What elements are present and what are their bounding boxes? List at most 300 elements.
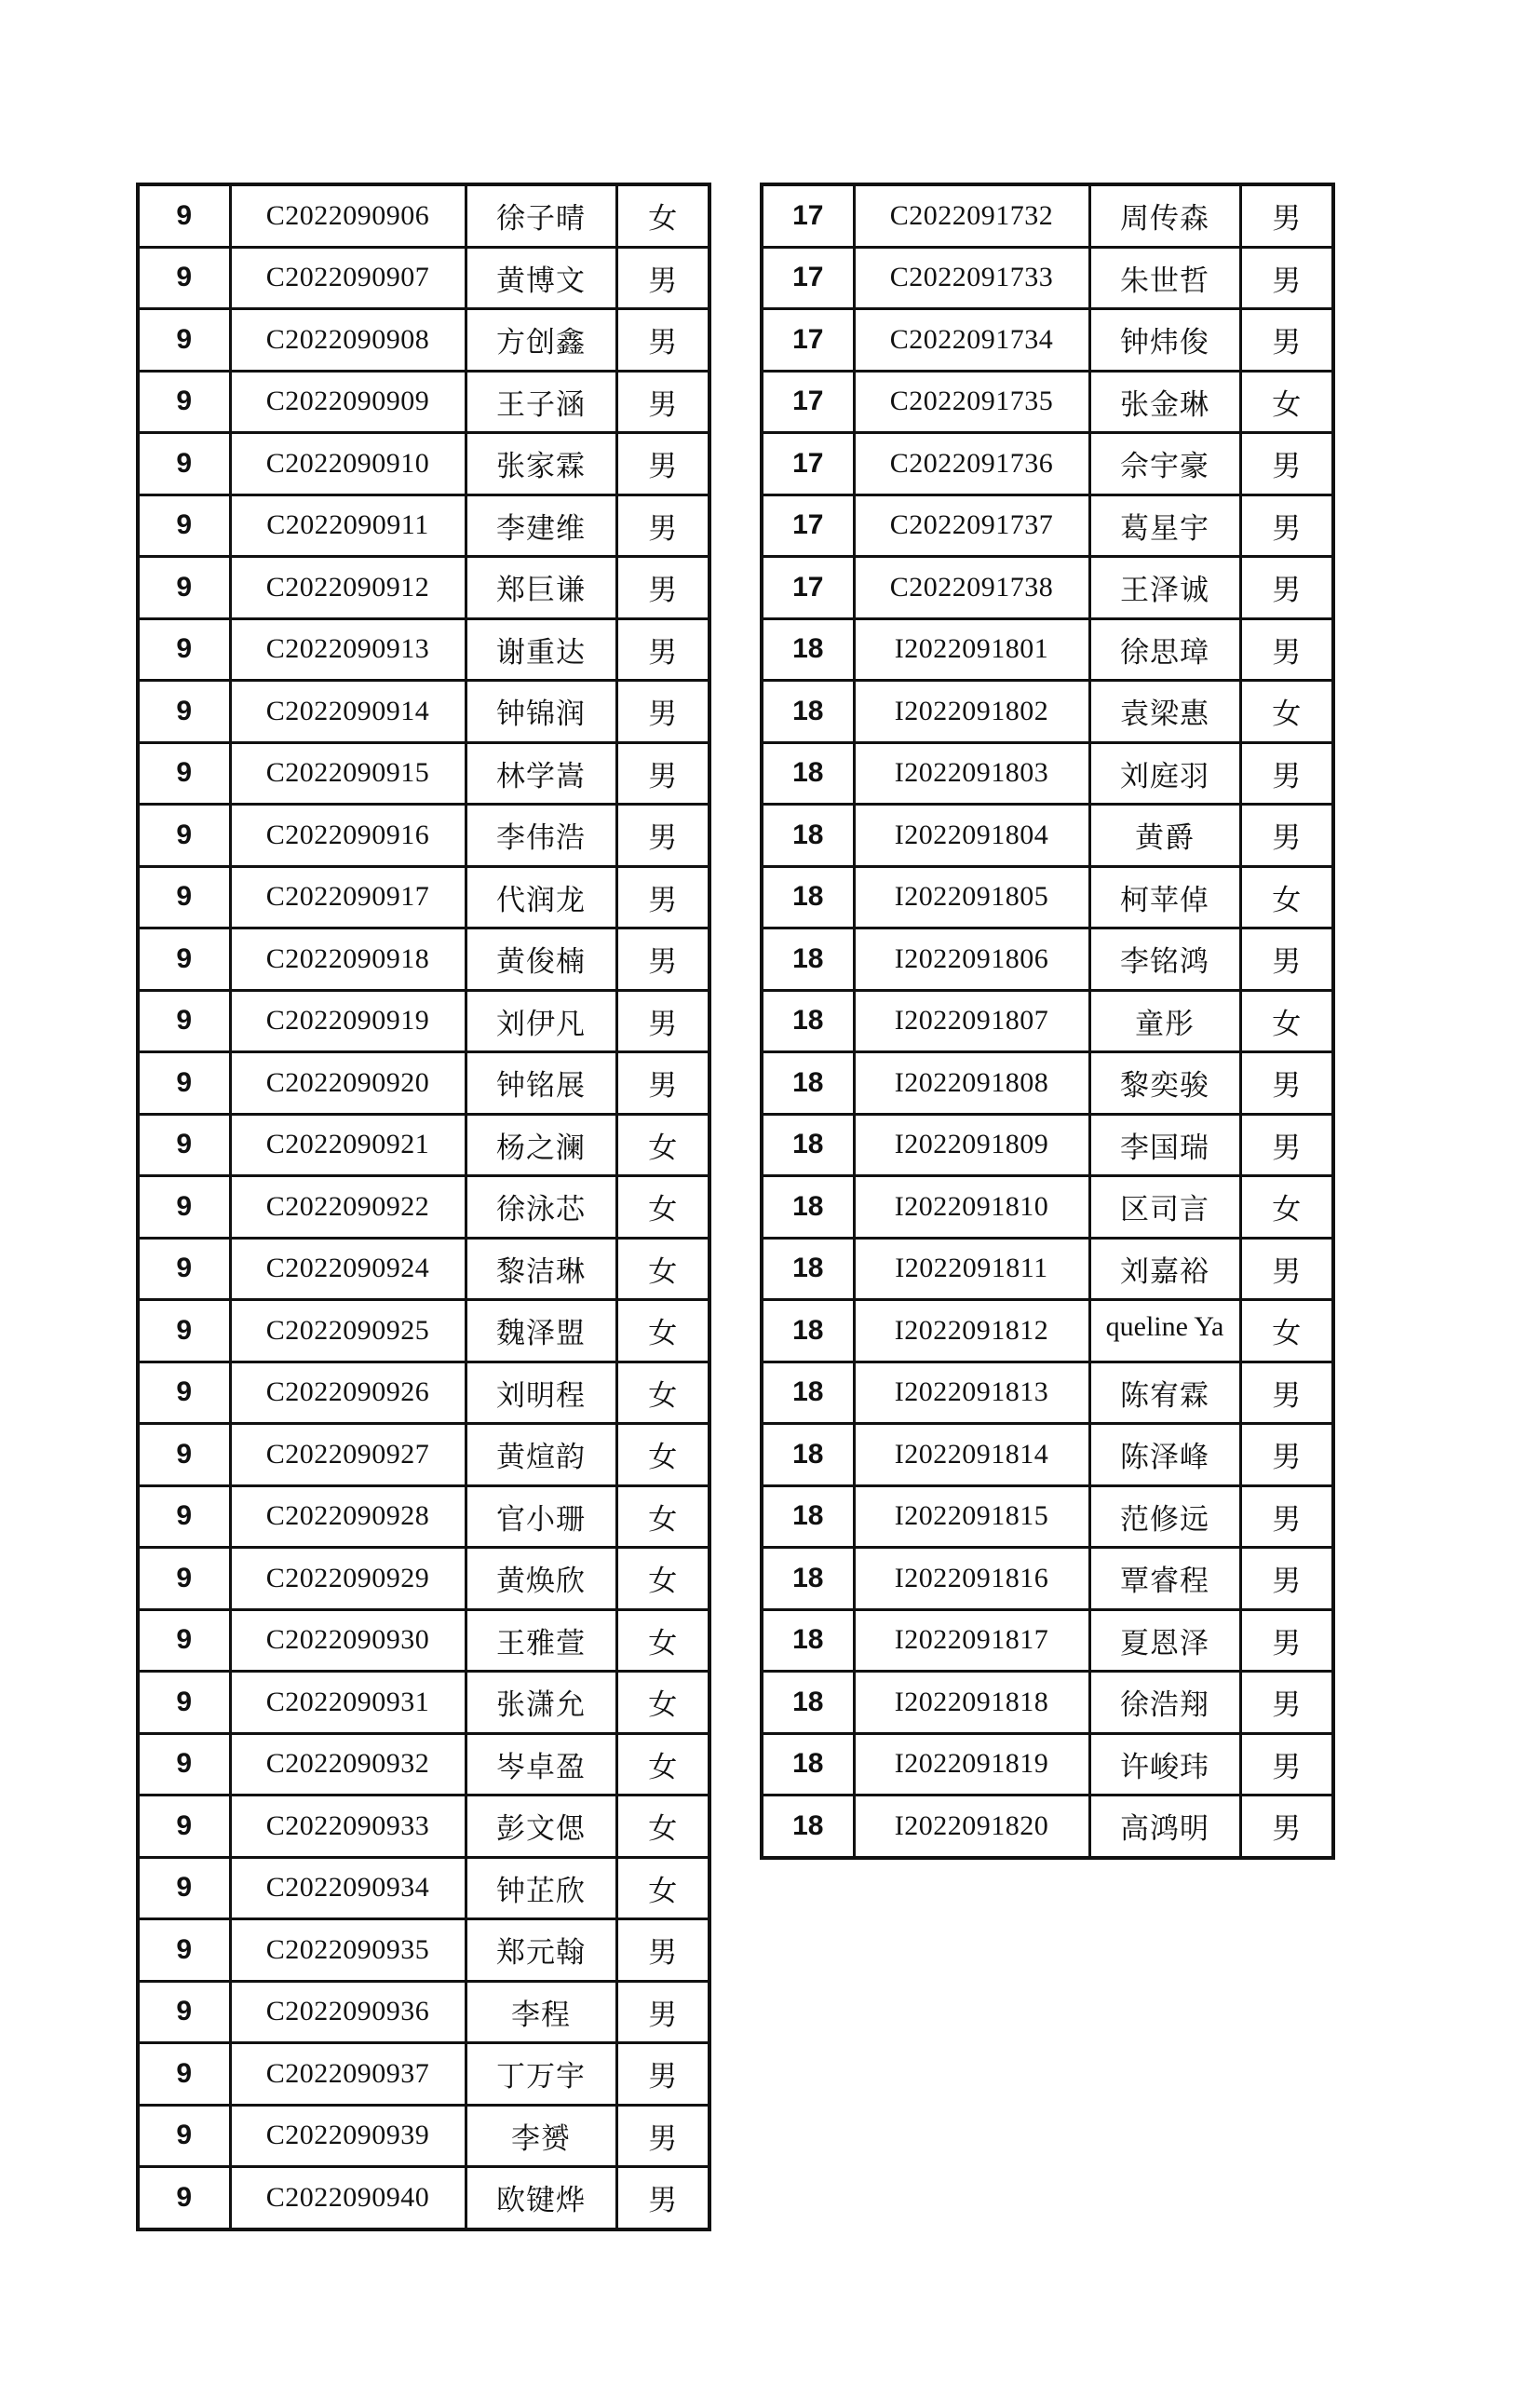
class-number-cell: 9 bbox=[138, 1424, 230, 1486]
student-name-cell: 黄煊韵 bbox=[466, 1424, 616, 1486]
table-row bbox=[138, 1919, 709, 1982]
student-id-cell: C2022090909 bbox=[230, 371, 466, 433]
table-row bbox=[762, 1796, 1333, 1858]
table-row bbox=[138, 928, 709, 991]
table-row bbox=[762, 1424, 1333, 1486]
table-row bbox=[138, 2167, 709, 2229]
student-name-cell: 钟锦润 bbox=[466, 681, 616, 743]
class-number-cell: 9 bbox=[138, 371, 230, 433]
table-row bbox=[138, 2105, 709, 2167]
gender-cell: 男 bbox=[1240, 1238, 1333, 1300]
student-name-cell: 黎洁琳 bbox=[466, 1238, 616, 1300]
class-number-cell: 17 bbox=[762, 557, 854, 619]
class-number-cell: 9 bbox=[138, 1919, 230, 1982]
gender-cell: 男 bbox=[1240, 433, 1333, 495]
gender-cell: 男 bbox=[616, 2043, 709, 2106]
table-row bbox=[138, 1176, 709, 1239]
table-row bbox=[138, 1796, 709, 1858]
gender-cell: 男 bbox=[1240, 184, 1333, 247]
class-number-cell: 9 bbox=[138, 805, 230, 867]
student-id-cell: I2022091818 bbox=[854, 1672, 1089, 1734]
student-id-cell: I2022091817 bbox=[854, 1609, 1089, 1672]
class-number-cell: 17 bbox=[762, 371, 854, 433]
table-row bbox=[762, 557, 1333, 619]
class-number-cell: 18 bbox=[762, 1424, 854, 1486]
gender-cell: 男 bbox=[616, 1981, 709, 2043]
student-name-cell: 童彤 bbox=[1089, 990, 1240, 1052]
student-id-cell: C2022091738 bbox=[854, 557, 1089, 619]
table-row bbox=[138, 371, 709, 433]
student-name-cell: 夏恩泽 bbox=[1089, 1609, 1240, 1672]
table-row bbox=[138, 1052, 709, 1115]
class-number-cell: 18 bbox=[762, 1238, 854, 1300]
student-id-cell: C2022090917 bbox=[230, 866, 466, 928]
student-name-cell: 丁万宇 bbox=[466, 2043, 616, 2106]
class-number-cell: 9 bbox=[138, 247, 230, 309]
student-name-cell: 刘庭羽 bbox=[1089, 742, 1240, 805]
student-id-cell: C2022090907 bbox=[230, 247, 466, 309]
student-id-cell: C2022091734 bbox=[854, 309, 1089, 372]
student-name-cell: 黄焕欣 bbox=[466, 1548, 616, 1610]
class-number-cell: 9 bbox=[138, 1609, 230, 1672]
class-number-cell: 9 bbox=[138, 433, 230, 495]
student-name-text: queline Ya bbox=[1105, 1310, 1224, 1342]
class-number-cell: 9 bbox=[138, 1857, 230, 1919]
student-id-cell: C2022090927 bbox=[230, 1424, 466, 1486]
gender-cell: 女 bbox=[616, 1796, 709, 1858]
roster-table-left bbox=[136, 183, 711, 2231]
student-id-cell: C2022090920 bbox=[230, 1052, 466, 1115]
student-id-cell: C2022090930 bbox=[230, 1609, 466, 1672]
student-id-cell: C2022090940 bbox=[230, 2167, 466, 2229]
class-number-cell: 18 bbox=[762, 1114, 854, 1176]
table-row bbox=[762, 1548, 1333, 1610]
student-name-cell: 陈泽峰 bbox=[1089, 1424, 1240, 1486]
gender-cell: 女 bbox=[616, 1424, 709, 1486]
table-row bbox=[138, 681, 709, 743]
gender-cell: 女 bbox=[616, 1548, 709, 1610]
student-id-cell: C2022090922 bbox=[230, 1176, 466, 1239]
student-name-cell: 李国瑞 bbox=[1089, 1114, 1240, 1176]
student-id-cell: I2022091810 bbox=[854, 1176, 1089, 1239]
table-row bbox=[138, 1548, 709, 1610]
student-name-cell: 魏泽盟 bbox=[466, 1300, 616, 1362]
gender-cell: 女 bbox=[1240, 681, 1333, 743]
class-number-cell: 9 bbox=[138, 2105, 230, 2167]
class-number-cell: 18 bbox=[762, 866, 854, 928]
table-row bbox=[138, 742, 709, 805]
class-number-cell: 18 bbox=[762, 1052, 854, 1115]
student-name-cell: 葛星宇 bbox=[1089, 495, 1240, 557]
table-row bbox=[138, 1609, 709, 1672]
student-id-cell: C2022090911 bbox=[230, 495, 466, 557]
student-name-cell: 区司言 bbox=[1089, 1176, 1240, 1239]
class-number-cell: 9 bbox=[138, 1362, 230, 1424]
student-name-cell: 岑卓盈 bbox=[466, 1733, 616, 1796]
class-number-cell: 18 bbox=[762, 1485, 854, 1548]
class-number-cell: 17 bbox=[762, 309, 854, 372]
table-row bbox=[138, 990, 709, 1052]
student-name-cell: 王子涵 bbox=[466, 371, 616, 433]
table-row bbox=[762, 1238, 1333, 1300]
gender-cell: 男 bbox=[616, 990, 709, 1052]
table-row bbox=[138, 1362, 709, 1424]
student-id-cell: C2022091732 bbox=[854, 184, 1089, 247]
gender-cell: 男 bbox=[616, 495, 709, 557]
class-number-cell: 9 bbox=[138, 1238, 230, 1300]
student-name-cell: 钟铭展 bbox=[466, 1052, 616, 1115]
gender-cell: 女 bbox=[1240, 866, 1333, 928]
student-name-cell: 刘伊凡 bbox=[466, 990, 616, 1052]
gender-cell: 女 bbox=[616, 1176, 709, 1239]
student-id-cell: C2022090928 bbox=[230, 1485, 466, 1548]
gender-cell: 男 bbox=[1240, 742, 1333, 805]
student-id-cell: I2022091809 bbox=[854, 1114, 1089, 1176]
class-number-cell: 9 bbox=[138, 1548, 230, 1610]
gender-cell: 女 bbox=[616, 1362, 709, 1424]
student-name-cell: 杨之澜 bbox=[466, 1114, 616, 1176]
class-number-cell: 9 bbox=[138, 1300, 230, 1362]
table-row bbox=[138, 618, 709, 681]
class-number-cell: 18 bbox=[762, 1548, 854, 1610]
gender-cell: 男 bbox=[616, 1919, 709, 1982]
gender-cell: 女 bbox=[616, 1114, 709, 1176]
student-name-cell: 高鸿明 bbox=[1089, 1796, 1240, 1858]
gender-cell: 男 bbox=[616, 247, 709, 309]
class-number-cell: 9 bbox=[138, 184, 230, 247]
student-id-cell: I2022091803 bbox=[854, 742, 1089, 805]
roster-table-left-body bbox=[138, 184, 709, 2229]
student-id-cell: C2022090932 bbox=[230, 1733, 466, 1796]
class-number-cell: 18 bbox=[762, 805, 854, 867]
gender-cell: 男 bbox=[1240, 1424, 1333, 1486]
table-row bbox=[138, 1114, 709, 1176]
gender-cell: 女 bbox=[1240, 371, 1333, 433]
table-row bbox=[138, 1672, 709, 1734]
student-name-cell: 黄爵 bbox=[1089, 805, 1240, 867]
gender-cell: 男 bbox=[616, 557, 709, 619]
student-id-cell: I2022091813 bbox=[854, 1362, 1089, 1424]
student-id-cell: C2022091735 bbox=[854, 371, 1089, 433]
table-row bbox=[138, 1485, 709, 1548]
gender-cell: 男 bbox=[616, 309, 709, 372]
class-number-cell: 9 bbox=[138, 557, 230, 619]
class-number-cell: 9 bbox=[138, 928, 230, 991]
class-number-cell: 9 bbox=[138, 618, 230, 681]
student-name-cell: 王泽诚 bbox=[1089, 557, 1240, 619]
table-row bbox=[138, 433, 709, 495]
table-row bbox=[138, 866, 709, 928]
student-id-cell: C2022090925 bbox=[230, 1300, 466, 1362]
table-row bbox=[762, 247, 1333, 309]
gender-cell: 男 bbox=[616, 928, 709, 991]
gender-cell: 女 bbox=[1240, 990, 1333, 1052]
table-row bbox=[762, 1672, 1333, 1734]
gender-cell: 男 bbox=[616, 618, 709, 681]
student-id-cell: C2022090924 bbox=[230, 1238, 466, 1300]
gender-cell: 女 bbox=[616, 1609, 709, 1672]
class-number-cell: 17 bbox=[762, 184, 854, 247]
student-name-cell: 陈宥霖 bbox=[1089, 1362, 1240, 1424]
gender-cell: 女 bbox=[616, 184, 709, 247]
student-id-cell: C2022090936 bbox=[230, 1981, 466, 2043]
class-number-cell: 9 bbox=[138, 1672, 230, 1734]
gender-cell: 男 bbox=[1240, 928, 1333, 991]
table-row bbox=[138, 247, 709, 309]
student-id-cell: C2022090921 bbox=[230, 1114, 466, 1176]
table-row bbox=[138, 1981, 709, 2043]
student-name-cell: 钟芷欣 bbox=[466, 1857, 616, 1919]
student-name-cell: 佘宇豪 bbox=[1089, 433, 1240, 495]
student-name-cell: 官小珊 bbox=[466, 1485, 616, 1548]
gender-cell: 男 bbox=[1240, 1485, 1333, 1548]
table-row bbox=[762, 1485, 1333, 1548]
student-name-cell: 徐泳芯 bbox=[466, 1176, 616, 1239]
student-id-cell: C2022090935 bbox=[230, 1919, 466, 1982]
student-name-cell: 黄博文 bbox=[466, 247, 616, 309]
class-number-cell: 9 bbox=[138, 1981, 230, 2043]
student-id-cell: I2022091811 bbox=[854, 1238, 1089, 1300]
student-name-cell: 覃睿程 bbox=[1089, 1548, 1240, 1610]
gender-cell: 男 bbox=[1240, 1672, 1333, 1734]
table-row bbox=[762, 371, 1333, 433]
class-number-cell: 18 bbox=[762, 928, 854, 991]
gender-cell: 男 bbox=[616, 805, 709, 867]
table-row bbox=[762, 990, 1333, 1052]
student-name-cell: 许峻玮 bbox=[1089, 1733, 1240, 1796]
student-name-cell: 张家霖 bbox=[466, 433, 616, 495]
student-id-cell: C2022090933 bbox=[230, 1796, 466, 1858]
class-number-cell: 9 bbox=[138, 1114, 230, 1176]
class-number-cell: 9 bbox=[138, 309, 230, 372]
table-row bbox=[138, 1857, 709, 1919]
table-row bbox=[138, 1300, 709, 1362]
class-number-cell: 9 bbox=[138, 990, 230, 1052]
gender-cell: 男 bbox=[1240, 309, 1333, 372]
student-id-cell: I2022091802 bbox=[854, 681, 1089, 743]
gender-cell: 女 bbox=[616, 1238, 709, 1300]
student-id-cell: C2022090937 bbox=[230, 2043, 466, 2106]
student-name-cell: 朱世哲 bbox=[1089, 247, 1240, 309]
table-row bbox=[762, 1052, 1333, 1115]
gender-cell: 男 bbox=[1240, 557, 1333, 619]
table-row bbox=[138, 805, 709, 867]
gender-cell: 男 bbox=[1240, 495, 1333, 557]
gender-cell: 男 bbox=[616, 1052, 709, 1115]
class-number-cell: 9 bbox=[138, 742, 230, 805]
class-number-cell: 9 bbox=[138, 2167, 230, 2229]
table-row bbox=[138, 1238, 709, 1300]
gender-cell: 男 bbox=[1240, 247, 1333, 309]
student-id-cell: C2022091733 bbox=[854, 247, 1089, 309]
student-name-cell: 钟炜俊 bbox=[1089, 309, 1240, 372]
gender-cell: 女 bbox=[616, 1733, 709, 1796]
table-row bbox=[762, 1609, 1333, 1672]
student-id-cell: C2022090919 bbox=[230, 990, 466, 1052]
student-name-cell: 张金琳 bbox=[1089, 371, 1240, 433]
class-number-cell: 17 bbox=[762, 495, 854, 557]
student-name-cell: 李建维 bbox=[466, 495, 616, 557]
gender-cell: 男 bbox=[616, 2167, 709, 2229]
student-id-cell: C2022090918 bbox=[230, 928, 466, 991]
gender-cell: 女 bbox=[616, 1300, 709, 1362]
student-name-cell: 徐子晴 bbox=[466, 184, 616, 247]
student-name-cell: 王雅萱 bbox=[466, 1609, 616, 1672]
table-row bbox=[762, 1362, 1333, 1424]
table-row bbox=[762, 866, 1333, 928]
roster-table-right-body bbox=[762, 184, 1333, 1858]
student-id-cell: I2022091820 bbox=[854, 1796, 1089, 1858]
student-id-cell: I2022091819 bbox=[854, 1733, 1089, 1796]
student-id-cell: C2022091736 bbox=[854, 433, 1089, 495]
student-name-cell: 李赟 bbox=[466, 2105, 616, 2167]
class-number-cell: 9 bbox=[138, 2043, 230, 2106]
table-row bbox=[762, 618, 1333, 681]
table-row bbox=[762, 681, 1333, 743]
class-number-cell: 18 bbox=[762, 1362, 854, 1424]
class-number-cell: 17 bbox=[762, 247, 854, 309]
table-row bbox=[138, 184, 709, 247]
table-row bbox=[762, 1114, 1333, 1176]
student-name-cell: 黄俊楠 bbox=[466, 928, 616, 991]
student-id-cell: I2022091808 bbox=[854, 1052, 1089, 1115]
student-name-cell: 李伟浩 bbox=[466, 805, 616, 867]
class-number-cell: 18 bbox=[762, 681, 854, 743]
table-row bbox=[762, 1300, 1333, 1362]
student-id-cell: C2022090906 bbox=[230, 184, 466, 247]
roster-table-right bbox=[760, 183, 1335, 1860]
student-name-cell: 方创鑫 bbox=[466, 309, 616, 372]
gender-cell: 男 bbox=[1240, 1609, 1333, 1672]
gender-cell: 男 bbox=[616, 866, 709, 928]
table-row bbox=[762, 433, 1333, 495]
student-name-cell: 徐思璋 bbox=[1089, 618, 1240, 681]
class-number-cell: 18 bbox=[762, 1176, 854, 1239]
student-id-cell: I2022091805 bbox=[854, 866, 1089, 928]
gender-cell: 男 bbox=[1240, 1052, 1333, 1115]
student-id-cell: C2022090926 bbox=[230, 1362, 466, 1424]
table-row bbox=[762, 1176, 1333, 1239]
student-name-cell: 范修远 bbox=[1089, 1485, 1240, 1548]
student-name-cell: 黎奕骏 bbox=[1089, 1052, 1240, 1115]
student-name-cell: 欧键烨 bbox=[466, 2167, 616, 2229]
class-number-cell: 9 bbox=[138, 1176, 230, 1239]
student-id-cell: C2022090916 bbox=[230, 805, 466, 867]
student-name-cell bbox=[1089, 1300, 1240, 1362]
table-row bbox=[762, 309, 1333, 372]
student-name-cell: 周传森 bbox=[1089, 184, 1240, 247]
table-row bbox=[138, 1733, 709, 1796]
table-row bbox=[762, 184, 1333, 247]
student-id-cell: I2022091807 bbox=[854, 990, 1089, 1052]
class-number-cell: 18 bbox=[762, 1672, 854, 1734]
table-row bbox=[138, 557, 709, 619]
student-id-cell: I2022091804 bbox=[854, 805, 1089, 867]
student-id-cell: C2022090931 bbox=[230, 1672, 466, 1734]
gender-cell: 男 bbox=[1240, 1796, 1333, 1858]
class-number-cell: 18 bbox=[762, 1300, 854, 1362]
student-id-cell: I2022091812 bbox=[854, 1300, 1089, 1362]
gender-cell: 女 bbox=[1240, 1300, 1333, 1362]
gender-cell: 男 bbox=[1240, 1733, 1333, 1796]
class-number-cell: 18 bbox=[762, 1733, 854, 1796]
class-number-cell: 18 bbox=[762, 990, 854, 1052]
gender-cell: 男 bbox=[1240, 618, 1333, 681]
student-id-cell: C2022090908 bbox=[230, 309, 466, 372]
student-name-cell: 代润龙 bbox=[466, 866, 616, 928]
table-row bbox=[138, 1424, 709, 1486]
student-id-cell: C2022090914 bbox=[230, 681, 466, 743]
student-id-cell: C2022091737 bbox=[854, 495, 1089, 557]
gender-cell: 男 bbox=[616, 2105, 709, 2167]
class-number-cell: 9 bbox=[138, 1485, 230, 1548]
class-number-cell: 18 bbox=[762, 1609, 854, 1672]
student-name-cell: 谢重达 bbox=[466, 618, 616, 681]
student-name-cell: 刘明程 bbox=[466, 1362, 616, 1424]
student-name-cell: 张潇允 bbox=[466, 1672, 616, 1734]
class-number-cell: 18 bbox=[762, 618, 854, 681]
gender-cell: 男 bbox=[1240, 1114, 1333, 1176]
student-id-cell: I2022091814 bbox=[854, 1424, 1089, 1486]
student-name-cell: 李程 bbox=[466, 1981, 616, 2043]
student-id-cell: C2022090915 bbox=[230, 742, 466, 805]
gender-cell: 男 bbox=[1240, 1548, 1333, 1610]
gender-cell: 男 bbox=[616, 681, 709, 743]
student-id-cell: C2022090934 bbox=[230, 1857, 466, 1919]
class-number-cell: 18 bbox=[762, 742, 854, 805]
student-id-cell: C2022090912 bbox=[230, 557, 466, 619]
class-number-cell: 9 bbox=[138, 1796, 230, 1858]
table-row bbox=[762, 495, 1333, 557]
table-row bbox=[762, 742, 1333, 805]
class-number-cell: 9 bbox=[138, 866, 230, 928]
table-row bbox=[138, 2043, 709, 2106]
gender-cell: 男 bbox=[616, 371, 709, 433]
class-number-cell: 18 bbox=[762, 1796, 854, 1858]
student-name-cell: 徐浩翔 bbox=[1089, 1672, 1240, 1734]
table-row bbox=[138, 309, 709, 372]
student-id-cell: I2022091815 bbox=[854, 1485, 1089, 1548]
student-name-cell: 刘嘉裕 bbox=[1089, 1238, 1240, 1300]
student-id-cell: I2022091801 bbox=[854, 618, 1089, 681]
gender-cell: 女 bbox=[616, 1672, 709, 1734]
class-number-cell: 9 bbox=[138, 495, 230, 557]
class-number-cell: 9 bbox=[138, 1052, 230, 1115]
student-name-cell: 柯苹倬 bbox=[1089, 866, 1240, 928]
student-name-cell: 袁梁惠 bbox=[1089, 681, 1240, 743]
student-id-cell: C2022090939 bbox=[230, 2105, 466, 2167]
student-id-cell: C2022090910 bbox=[230, 433, 466, 495]
student-id-cell: I2022091816 bbox=[854, 1548, 1089, 1610]
student-name-cell: 郑巨谦 bbox=[466, 557, 616, 619]
student-id-cell: C2022090929 bbox=[230, 1548, 466, 1610]
class-number-cell: 9 bbox=[138, 1733, 230, 1796]
gender-cell: 女 bbox=[1240, 1176, 1333, 1239]
gender-cell: 女 bbox=[616, 1485, 709, 1548]
table-row bbox=[762, 928, 1333, 991]
gender-cell: 男 bbox=[616, 742, 709, 805]
student-id-cell: C2022090913 bbox=[230, 618, 466, 681]
class-number-cell: 9 bbox=[138, 681, 230, 743]
gender-cell: 男 bbox=[1240, 1362, 1333, 1424]
student-name-cell: 林学嵩 bbox=[466, 742, 616, 805]
student-name-cell: 彭文偲 bbox=[466, 1796, 616, 1858]
gender-cell: 男 bbox=[1240, 805, 1333, 867]
class-number-cell: 17 bbox=[762, 433, 854, 495]
gender-cell: 女 bbox=[616, 1857, 709, 1919]
student-name-cell: 郑元翰 bbox=[466, 1919, 616, 1982]
student-name-cell: 李铭鸿 bbox=[1089, 928, 1240, 991]
